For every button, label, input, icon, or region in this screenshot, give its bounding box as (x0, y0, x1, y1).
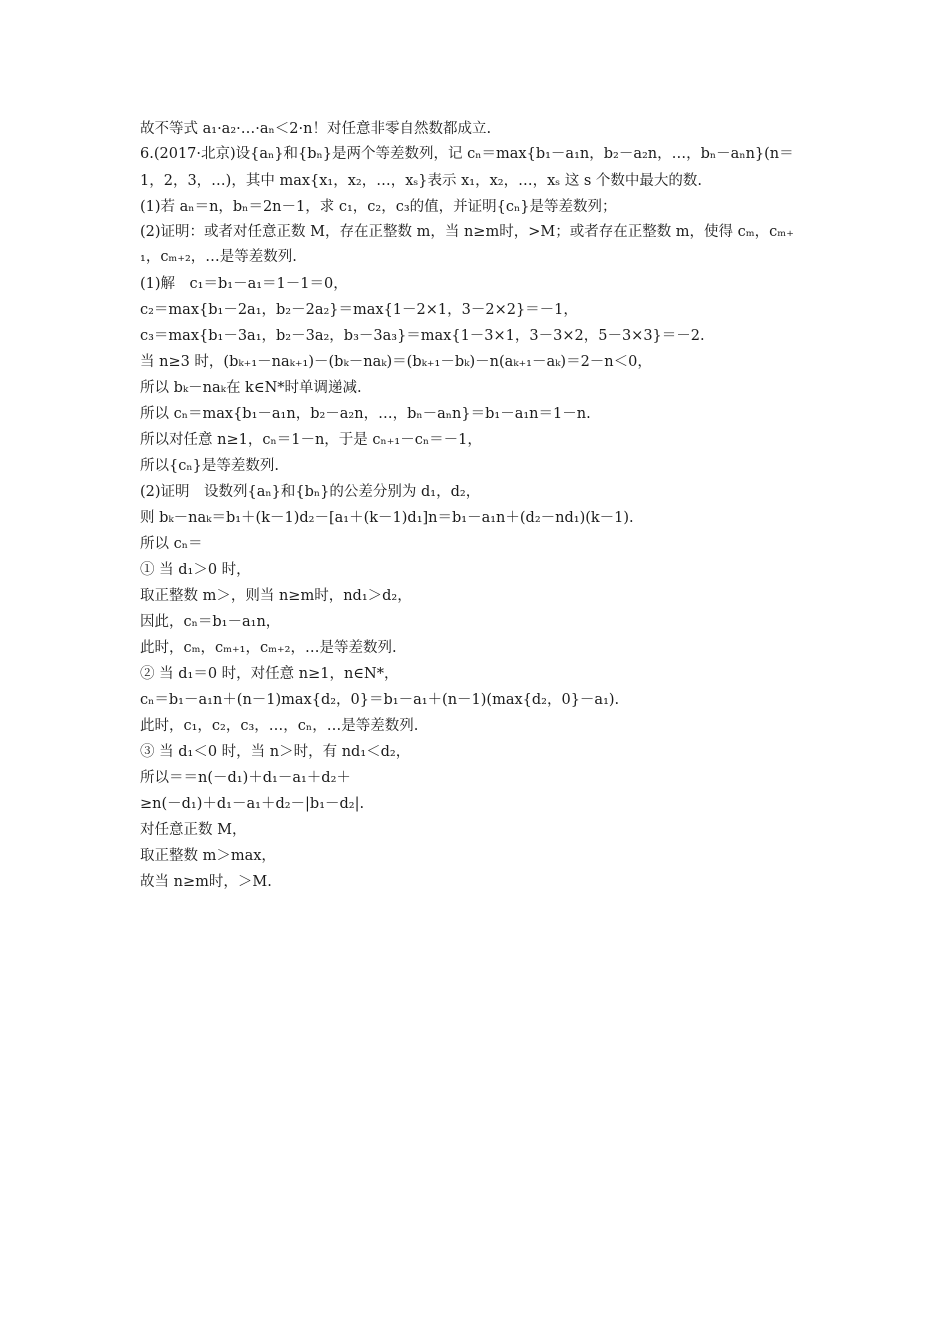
proof-line: 因此，cₙ＝b₁－a₁n， (140, 614, 281, 630)
proof-line: cₙ＝b₁－a₁n＋(n－1)max{d₂，0}＝b₁－a₁＋(n－1)(max{d₂，0}－a₁). (140, 692, 620, 708)
proof-line: 此时，cₘ，cₘ₊₁，cₘ₊₂，…是等差数列. (140, 640, 397, 656)
proof-line: 则 bₖ－naₖ＝b₁＋(k－1)d₂－[a₁＋(k－1)d₁]n＝b₁－a₁n＋(d₂－nd₁)(k－1). (140, 510, 634, 526)
solution-line: 当 n≥3 时，(bₖ₊₁－naₖ₊₁)－(bₖ－naₖ)＝(bₖ₊₁－bₖ)－n(aₖ₊₁－aₖ)＝2－n＜0， (140, 354, 652, 370)
conclusion-line: 故不等式 a₁·a₂·…·aₙ＜2·n！对任意非零自然数都成立. (140, 121, 492, 137)
proof-case-1: ① 当 d₁＞0 时， (140, 562, 251, 578)
proof-line: 取正整数 m＞，则当 n≥m时，nd₁＞d₂， (140, 588, 412, 604)
solution-line: 所以 cₙ＝max{b₁－a₁n，b₂－a₂n，…，bₙ－aₙn}＝b₁－a₁n＝1－n. (140, 406, 591, 422)
proof-line: 对任意正数 M， (140, 822, 247, 838)
problem-part-2: (2)证明：或者对任意正数 M，存在正整数 m，当 n≥m时，>M；或者存在正整数 m，使得 cₘ，cₘ₊ (140, 224, 794, 240)
proof-line: ≥n(－d₁)＋d₁－a₁＋d₂－|b₁－d₂|. (140, 796, 365, 812)
proof-line: 所以 cₙ＝ (140, 536, 203, 552)
proof-case-3: ③ 当 d₁＜0 时，当 n＞时，有 nd₁＜d₂， (140, 744, 411, 760)
proof-line: 故当 n≥m时，＞M. (140, 874, 272, 890)
proof-line: 取正整数 m＞max， (140, 848, 276, 864)
problem-statement-line: 6.(2017·北京)设{aₙ}和{bₙ}是两个等差数列，记 cₙ＝max{b₁－a₁n，b₂－a₂n，…，bₙ－aₙn}(n＝ (140, 146, 794, 162)
solution-line: 所以{cₙ}是等差数列. (140, 458, 279, 474)
proof-line: (2)证明 设数列{aₙ}和{bₙ}的公差分别为 d₁，d₂， (140, 484, 481, 500)
proof-line: 所以＝＝n(－d₁)＋d₁－a₁＋d₂＋ (140, 770, 351, 786)
proof-case-2: ② 当 d₁＝0 时，对任意 n≥1，n∈N*， (140, 666, 399, 682)
problem-statement-line: 1，2，3，…)，其中 max{x₁，x₂，…，xₛ}表示 x₁，x₂，…，xₛ 这 s 个数中最大的数. (140, 173, 703, 189)
problem-part-1: (1)若 aₙ＝n，bₙ＝2n－1，求 c₁，c₂，c₃的值，并证明{cₙ}是等差数列； (140, 199, 617, 215)
solution-line: 所以 bₖ－naₖ在 k∈N*时单调递减. (140, 380, 362, 396)
problem-part-2-cont: ₁，cₘ₊₂，…是等差数列. (140, 249, 297, 265)
solution-line: c₂＝max{b₁－2a₁，b₂－2a₂}＝max{1－2×1，3－2×2}＝－1， (140, 302, 578, 318)
solution-line: 所以对任意 n≥1，cₙ＝1－n，于是 cₙ₊₁－cₙ＝－1， (140, 432, 482, 448)
solution-line: (1)解 c₁＝b₁－a₁＝1－1＝0， (140, 276, 348, 292)
solution-line: c₃＝max{b₁－3a₁，b₂－3a₂，b₃－3a₃}＝max{1－3×1，3－3×2，5－3×3}＝－2. (140, 328, 705, 344)
proof-line: 此时，c₁，c₂，c₃，…，cₙ，…是等差数列. (140, 718, 419, 734)
